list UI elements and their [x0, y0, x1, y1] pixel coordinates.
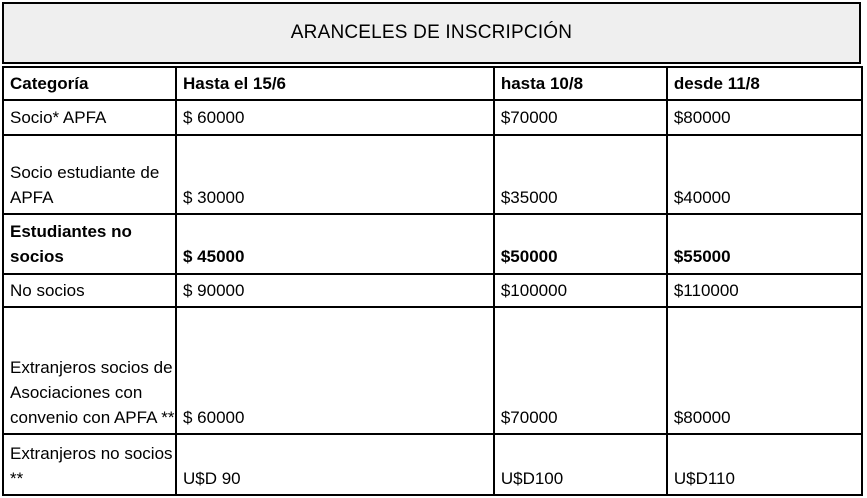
row-price-period-3: $110000: [667, 274, 862, 307]
row-price-period-2: $70000: [494, 100, 667, 135]
row-price-period-2: $50000: [494, 214, 667, 274]
row-price-period-1: $ 60000: [176, 100, 494, 135]
row-price-period-3: $80000: [667, 100, 862, 135]
row-price-period-2: $70000: [494, 307, 667, 434]
row-category: No socios: [3, 274, 176, 307]
fees-table: [2, 66, 863, 496]
header-period-3: desde 11/8: [667, 67, 862, 100]
table-row: [3, 214, 862, 274]
row-category: Socio estudiante de APFA: [3, 135, 176, 214]
table-row: [3, 307, 862, 434]
table-row: [3, 274, 862, 307]
table-row: [3, 434, 862, 495]
header-category: Categoría: [3, 67, 176, 100]
row-price-period-1: $ 60000: [176, 307, 494, 434]
row-category: Socio* APFA: [3, 100, 176, 135]
page-title: ARANCELES DE INSCRIPCIÓN: [2, 2, 861, 64]
row-price-period-1: $ 45000: [176, 214, 494, 274]
row-category: Estudiantes no socios: [3, 214, 176, 274]
row-price-period-1: $ 30000: [176, 135, 494, 214]
row-category: Extranjeros socios de Asociaciones con convenio con APFA **: [3, 307, 176, 434]
row-price-period-3: $80000: [667, 307, 862, 434]
table-row: [3, 100, 862, 135]
row-price-period-1: U$D 90: [176, 434, 494, 495]
row-price-period-2: $100000: [494, 274, 667, 307]
row-price-period-2: U$D100: [494, 434, 667, 495]
row-price-period-2: $35000: [494, 135, 667, 214]
row-price-period-3: $40000: [667, 135, 862, 214]
header-period-2: hasta 10/8: [494, 67, 667, 100]
row-price-period-3: $55000: [667, 214, 862, 274]
table-header-row: [3, 67, 862, 100]
header-period-1: Hasta el 15/6: [176, 67, 494, 100]
table-row: [3, 135, 862, 214]
row-price-period-3: U$D110: [667, 434, 862, 495]
row-category: Extranjeros no socios **: [3, 434, 176, 495]
row-price-period-1: $ 90000: [176, 274, 494, 307]
